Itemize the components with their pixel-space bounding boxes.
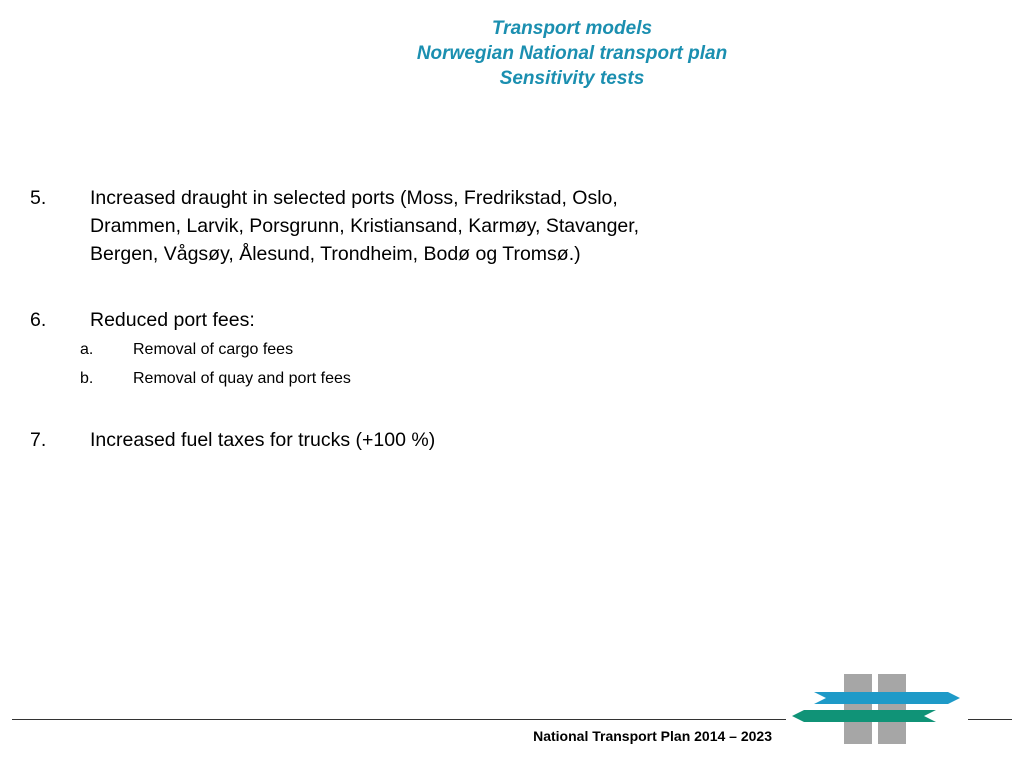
footer-divider-left [12,719,786,720]
list-item-text [90,306,255,334]
logo-gray-bar-right [878,674,906,744]
list-item-number: 5. [30,187,47,209]
list-item-line: Drammen, Larvik, Porsgrunn, Kristiansand, Karmøy, Stavanger, [90,215,640,237]
list-item-text [90,184,639,268]
list-item-text [90,426,435,454]
footer-text: National Transport Plan 2014 – 2023 [533,728,772,744]
sub-item-text: Removal of cargo fees [133,341,294,358]
sub-item-letter: b. [80,370,94,387]
list-item-line: Reduced port fees: [90,309,255,331]
list-item-number: 7. [30,429,47,451]
logo-green-arrow [792,710,936,722]
footer-divider-right [968,719,1012,720]
title-line-2: Norwegian National transport plan [416,43,728,64]
list-item-line: Increased draught in selected ports (Moss, Fredrikstad, Oslo, [90,187,618,209]
national-transport-plan-logo-icon [788,672,964,746]
sub-item-letter: a. [80,341,94,358]
title-line-3: Sensitivity tests [499,68,645,89]
list-item-line: Increased fuel taxes for trucks (+100 %) [90,429,436,451]
list-item-line: Bergen, Vågsøy, Ålesund, Trondheim, Bodø og Tromsø.) [90,243,581,265]
sub-item-text: Removal of quay and port fees [133,370,351,387]
list-item-number: 6. [30,309,47,331]
title-line-1: Transport models [491,18,653,39]
logo-gray-bar-left [844,674,872,744]
logo-blue-arrow [814,692,960,704]
